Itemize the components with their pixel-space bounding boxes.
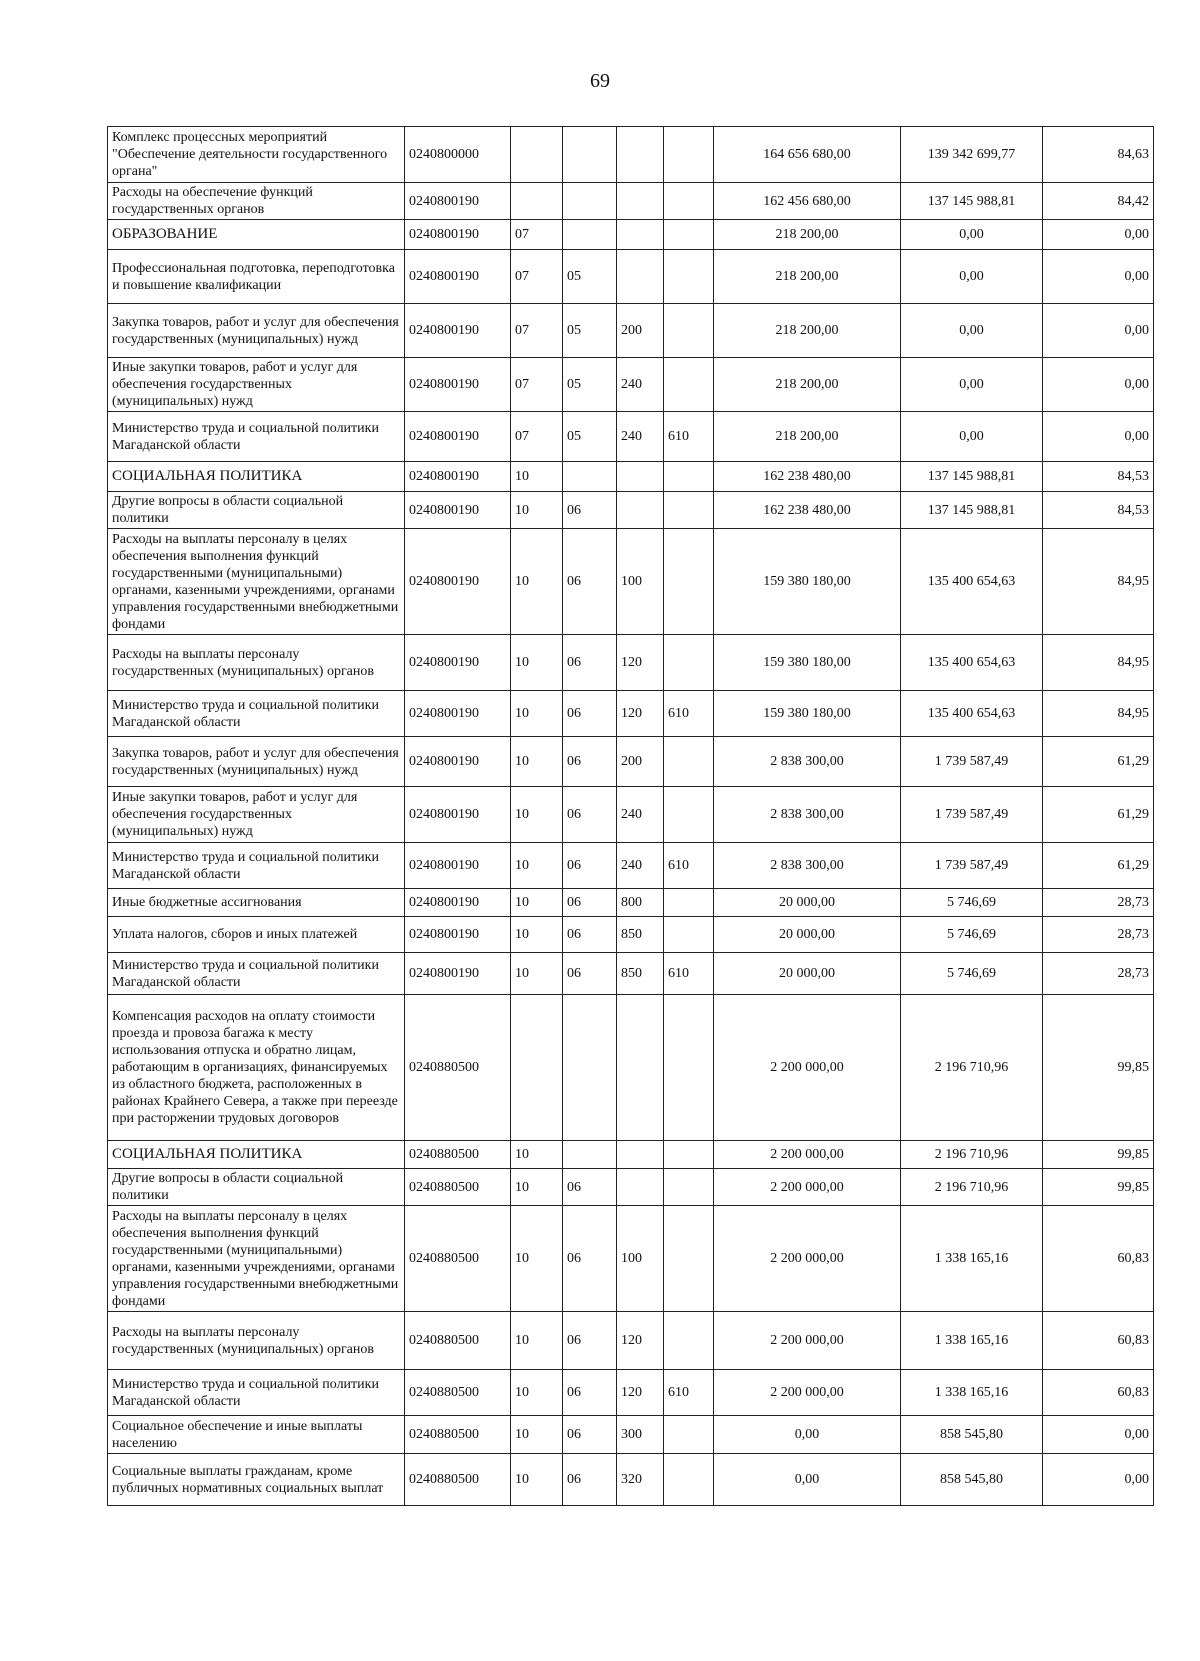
actual-amount: 135 400 654,63 <box>901 635 1043 691</box>
grbs-code: 610 <box>664 843 714 889</box>
expense-type-code: 300 <box>617 1416 664 1454</box>
expense-type-code: 240 <box>617 843 664 889</box>
subsection-code: 06 <box>563 737 617 787</box>
section-code: 07 <box>511 358 563 412</box>
actual-amount: 2 196 710,96 <box>901 1141 1043 1169</box>
planned-amount: 218 200,00 <box>714 220 901 250</box>
expense-type-code <box>617 127 664 183</box>
row-name: Закупка товаров, работ и услуг для обеспечения государственных (муниципальных) нужд <box>108 737 405 787</box>
row-name: Расходы на выплаты персоналу государственных (муниципальных) органов <box>108 1312 405 1370</box>
target-code: 0240800190 <box>405 220 511 250</box>
section-code: 07 <box>511 220 563 250</box>
table-row <box>108 1416 1154 1454</box>
grbs-code <box>664 358 714 412</box>
target-code: 0240800190 <box>405 492 511 529</box>
actual-amount: 1 739 587,49 <box>901 737 1043 787</box>
actual-amount: 135 400 654,63 <box>901 529 1043 635</box>
row-name: Расходы на обеспечение функций государственных органов <box>108 183 405 220</box>
actual-amount: 137 145 988,81 <box>901 462 1043 492</box>
table-row <box>108 953 1154 995</box>
target-code: 0240800000 <box>405 127 511 183</box>
grbs-code <box>664 889 714 917</box>
planned-amount: 2 200 000,00 <box>714 1312 901 1370</box>
execution-percent: 84,42 <box>1043 183 1154 220</box>
row-name: Министерство труда и социальной политики Магаданской области <box>108 691 405 737</box>
expense-type-code: 850 <box>617 953 664 995</box>
section-code: 10 <box>511 1416 563 1454</box>
grbs-code <box>664 635 714 691</box>
actual-amount: 0,00 <box>901 304 1043 358</box>
target-code: 0240800190 <box>405 412 511 462</box>
target-code: 0240800190 <box>405 737 511 787</box>
subsection-code <box>563 183 617 220</box>
section-code: 07 <box>511 412 563 462</box>
subsection-code: 06 <box>563 953 617 995</box>
table-row <box>108 843 1154 889</box>
table-row <box>108 737 1154 787</box>
row-name: Социальные выплаты гражданам, кроме публичных нормативных социальных выплат <box>108 1454 405 1506</box>
row-name: ОБРАЗОВАНИЕ <box>108 220 405 250</box>
section-code: 10 <box>511 462 563 492</box>
actual-amount: 137 145 988,81 <box>901 492 1043 529</box>
subsection-code: 06 <box>563 1370 617 1416</box>
table-row <box>108 127 1154 183</box>
execution-percent: 84,53 <box>1043 462 1154 492</box>
execution-percent: 99,85 <box>1043 1141 1154 1169</box>
table-row <box>108 1370 1154 1416</box>
execution-percent: 84,53 <box>1043 492 1154 529</box>
target-code: 0240800190 <box>405 358 511 412</box>
row-name: Расходы на выплаты персоналу государственных (муниципальных) органов <box>108 635 405 691</box>
expense-type-code: 100 <box>617 529 664 635</box>
row-name: Министерство труда и социальной политики Магаданской области <box>108 412 405 462</box>
subsection-code <box>563 220 617 250</box>
grbs-code <box>664 183 714 220</box>
expense-type-code: 200 <box>617 304 664 358</box>
execution-percent: 0,00 <box>1043 304 1154 358</box>
grbs-code <box>664 737 714 787</box>
planned-amount: 162 456 680,00 <box>714 183 901 220</box>
section-code: 10 <box>511 492 563 529</box>
table-row <box>108 787 1154 843</box>
section-code: 10 <box>511 917 563 953</box>
target-code: 0240880500 <box>405 1416 511 1454</box>
section-code: 10 <box>511 1169 563 1206</box>
expense-type-code <box>617 1169 664 1206</box>
execution-percent: 99,85 <box>1043 995 1154 1141</box>
grbs-code: 610 <box>664 691 714 737</box>
table-row <box>108 462 1154 492</box>
expense-type-code <box>617 220 664 250</box>
grbs-code <box>664 529 714 635</box>
grbs-code <box>664 250 714 304</box>
subsection-code: 05 <box>563 250 617 304</box>
actual-amount: 1 739 587,49 <box>901 843 1043 889</box>
section-code <box>511 995 563 1141</box>
grbs-code <box>664 462 714 492</box>
actual-amount: 1 338 165,16 <box>901 1206 1043 1312</box>
row-name: Министерство труда и социальной политики Магаданской области <box>108 953 405 995</box>
section-code: 10 <box>511 1454 563 1506</box>
table-row <box>108 635 1154 691</box>
subsection-code: 06 <box>563 492 617 529</box>
actual-amount: 5 746,69 <box>901 917 1043 953</box>
planned-amount: 218 200,00 <box>714 412 901 462</box>
table-row <box>108 220 1154 250</box>
subsection-code <box>563 995 617 1141</box>
execution-percent: 60,83 <box>1043 1370 1154 1416</box>
actual-amount: 0,00 <box>901 358 1043 412</box>
row-name: СОЦИАЛЬНАЯ ПОЛИТИКА <box>108 462 405 492</box>
table-body <box>108 127 1154 1506</box>
section-code: 10 <box>511 1141 563 1169</box>
expense-type-code: 240 <box>617 412 664 462</box>
table-row <box>108 1312 1154 1370</box>
execution-percent: 84,95 <box>1043 529 1154 635</box>
expense-type-code <box>617 183 664 220</box>
grbs-code <box>664 304 714 358</box>
table-row <box>108 358 1154 412</box>
target-code: 0240800190 <box>405 953 511 995</box>
table-row <box>108 889 1154 917</box>
row-name: Расходы на выплаты персоналу в целях обеспечения выполнения функций государственными (муниципальными) органами, казенными учреждениями, органами управления государственными внебюджетными фондами <box>108 1206 405 1312</box>
planned-amount: 218 200,00 <box>714 358 901 412</box>
grbs-code <box>664 1454 714 1506</box>
section-code: 10 <box>511 1206 563 1312</box>
planned-amount: 162 238 480,00 <box>714 492 901 529</box>
grbs-code <box>664 1312 714 1370</box>
target-code: 0240800190 <box>405 691 511 737</box>
section-code: 10 <box>511 843 563 889</box>
execution-percent: 84,63 <box>1043 127 1154 183</box>
row-name: Министерство труда и социальной политики Магаданской области <box>108 843 405 889</box>
target-code: 0240800190 <box>405 635 511 691</box>
row-name: СОЦИАЛЬНАЯ ПОЛИТИКА <box>108 1141 405 1169</box>
expense-type-code: 320 <box>617 1454 664 1506</box>
grbs-code <box>664 787 714 843</box>
actual-amount: 858 545,80 <box>901 1454 1043 1506</box>
expense-type-code: 120 <box>617 1370 664 1416</box>
execution-percent: 60,83 <box>1043 1206 1154 1312</box>
table-row <box>108 995 1154 1141</box>
actual-amount: 2 196 710,96 <box>901 1169 1043 1206</box>
subsection-code: 06 <box>563 917 617 953</box>
section-code <box>511 127 563 183</box>
actual-amount: 0,00 <box>901 250 1043 304</box>
expense-type-code <box>617 1141 664 1169</box>
subsection-code: 06 <box>563 843 617 889</box>
subsection-code: 06 <box>563 1416 617 1454</box>
page-number: 69 <box>590 70 610 92</box>
target-code: 0240800190 <box>405 304 511 358</box>
table-row <box>108 304 1154 358</box>
planned-amount: 2 200 000,00 <box>714 1370 901 1416</box>
subsection-code: 06 <box>563 691 617 737</box>
grbs-code <box>664 995 714 1141</box>
table-row <box>108 492 1154 529</box>
expense-type-code: 800 <box>617 889 664 917</box>
planned-amount: 159 380 180,00 <box>714 691 901 737</box>
expense-type-code: 200 <box>617 737 664 787</box>
subsection-code: 06 <box>563 1454 617 1506</box>
planned-amount: 164 656 680,00 <box>714 127 901 183</box>
subsection-code: 06 <box>563 889 617 917</box>
table-row <box>108 1141 1154 1169</box>
subsection-code <box>563 127 617 183</box>
expense-type-code: 100 <box>617 1206 664 1312</box>
grbs-code <box>664 1141 714 1169</box>
table-row <box>108 917 1154 953</box>
target-code: 0240880500 <box>405 1206 511 1312</box>
section-code: 10 <box>511 787 563 843</box>
grbs-code <box>664 492 714 529</box>
execution-percent: 61,29 <box>1043 843 1154 889</box>
section-code: 10 <box>511 1312 563 1370</box>
subsection-code <box>563 462 617 492</box>
subsection-code: 06 <box>563 787 617 843</box>
planned-amount: 218 200,00 <box>714 304 901 358</box>
execution-percent: 0,00 <box>1043 220 1154 250</box>
table-row <box>108 1454 1154 1506</box>
expense-type-code: 240 <box>617 787 664 843</box>
subsection-code: 05 <box>563 412 617 462</box>
row-name: Иные закупки товаров, работ и услуг для обеспечения государственных (муниципальных) нужд <box>108 358 405 412</box>
grbs-code <box>664 1169 714 1206</box>
actual-amount: 1 739 587,49 <box>901 787 1043 843</box>
execution-percent: 0,00 <box>1043 358 1154 412</box>
row-name: Социальное обеспечение и иные выплаты населению <box>108 1416 405 1454</box>
target-code: 0240800190 <box>405 843 511 889</box>
actual-amount: 1 338 165,16 <box>901 1312 1043 1370</box>
planned-amount: 2 200 000,00 <box>714 1169 901 1206</box>
table-row <box>108 529 1154 635</box>
execution-percent: 99,85 <box>1043 1169 1154 1206</box>
target-code: 0240880500 <box>405 1141 511 1169</box>
section-code: 10 <box>511 889 563 917</box>
execution-percent: 0,00 <box>1043 250 1154 304</box>
section-code: 10 <box>511 737 563 787</box>
subsection-code: 06 <box>563 1206 617 1312</box>
execution-percent: 0,00 <box>1043 1416 1154 1454</box>
row-name: Расходы на выплаты персоналу в целях обеспечения выполнения функций государственными (муниципальными) органами, казенными учреждениями, органами управления государственными внебюджетными фондами <box>108 529 405 635</box>
target-code: 0240800190 <box>405 917 511 953</box>
subsection-code: 06 <box>563 1312 617 1370</box>
planned-amount: 2 200 000,00 <box>714 995 901 1141</box>
planned-amount: 0,00 <box>714 1454 901 1506</box>
actual-amount: 137 145 988,81 <box>901 183 1043 220</box>
expense-type-code: 850 <box>617 917 664 953</box>
planned-amount: 159 380 180,00 <box>714 529 901 635</box>
planned-amount: 2 838 300,00 <box>714 843 901 889</box>
target-code: 0240880500 <box>405 1370 511 1416</box>
actual-amount: 0,00 <box>901 412 1043 462</box>
section-code: 10 <box>511 1370 563 1416</box>
budget-table <box>107 126 1154 1506</box>
actual-amount: 5 746,69 <box>901 889 1043 917</box>
execution-percent: 28,73 <box>1043 953 1154 995</box>
table-row <box>108 412 1154 462</box>
actual-amount: 858 545,80 <box>901 1416 1043 1454</box>
expense-type-code: 120 <box>617 1312 664 1370</box>
actual-amount: 2 196 710,96 <box>901 995 1043 1141</box>
row-name: Комплекс процессных мероприятий "Обеспечение деятельности государственного органа" <box>108 127 405 183</box>
subsection-code: 05 <box>563 358 617 412</box>
execution-percent: 61,29 <box>1043 787 1154 843</box>
execution-percent: 60,83 <box>1043 1312 1154 1370</box>
row-name: Профессиональная подготовка, переподготовка и повышение квалификации <box>108 250 405 304</box>
table-row <box>108 183 1154 220</box>
row-name: Закупка товаров, работ и услуг для обеспечения государственных (муниципальных) нужд <box>108 304 405 358</box>
planned-amount: 0,00 <box>714 1416 901 1454</box>
subsection-code: 06 <box>563 635 617 691</box>
planned-amount: 20 000,00 <box>714 917 901 953</box>
target-code: 0240880500 <box>405 1169 511 1206</box>
expense-type-code: 240 <box>617 358 664 412</box>
grbs-code <box>664 1206 714 1312</box>
target-code: 0240880500 <box>405 995 511 1141</box>
planned-amount: 20 000,00 <box>714 953 901 995</box>
actual-amount: 0,00 <box>901 220 1043 250</box>
target-code: 0240800190 <box>405 462 511 492</box>
grbs-code <box>664 127 714 183</box>
subsection-code: 06 <box>563 1169 617 1206</box>
table-row <box>108 250 1154 304</box>
planned-amount: 2 200 000,00 <box>714 1141 901 1169</box>
target-code: 0240880500 <box>405 1454 511 1506</box>
section-code: 07 <box>511 304 563 358</box>
grbs-code: 610 <box>664 412 714 462</box>
grbs-code <box>664 220 714 250</box>
expense-type-code <box>617 492 664 529</box>
grbs-code: 610 <box>664 953 714 995</box>
expense-type-code <box>617 995 664 1141</box>
target-code: 0240800190 <box>405 787 511 843</box>
target-code: 0240880500 <box>405 1312 511 1370</box>
row-name: Уплата налогов, сборов и иных платежей <box>108 917 405 953</box>
execution-percent: 0,00 <box>1043 412 1154 462</box>
row-name: Иные бюджетные ассигнования <box>108 889 405 917</box>
planned-amount: 159 380 180,00 <box>714 635 901 691</box>
target-code: 0240800190 <box>405 183 511 220</box>
planned-amount: 218 200,00 <box>714 250 901 304</box>
planned-amount: 2 200 000,00 <box>714 1206 901 1312</box>
table-row <box>108 1169 1154 1206</box>
target-code: 0240800190 <box>405 250 511 304</box>
execution-percent: 61,29 <box>1043 737 1154 787</box>
row-name: Иные закупки товаров, работ и услуг для обеспечения государственных (муниципальных) нужд <box>108 787 405 843</box>
grbs-code <box>664 917 714 953</box>
expense-type-code: 120 <box>617 691 664 737</box>
target-code: 0240800190 <box>405 889 511 917</box>
section-code <box>511 183 563 220</box>
row-name: Министерство труда и социальной политики Магаданской области <box>108 1370 405 1416</box>
row-name: Компенсация расходов на оплату стоимости проезда и провоза багажа к месту использования отпуска и обратно лицам, работающим в организациях, финансируемых из областного бюджета, расположенных в районах Крайнего Севера, а также при переезде при расторжении трудовых договоров <box>108 995 405 1141</box>
subsection-code <box>563 1141 617 1169</box>
expense-type-code <box>617 250 664 304</box>
actual-amount: 135 400 654,63 <box>901 691 1043 737</box>
execution-percent: 84,95 <box>1043 635 1154 691</box>
planned-amount: 2 838 300,00 <box>714 737 901 787</box>
execution-percent: 0,00 <box>1043 1454 1154 1506</box>
actual-amount: 5 746,69 <box>901 953 1043 995</box>
row-name: Другие вопросы в области социальной политики <box>108 1169 405 1206</box>
section-code: 10 <box>511 635 563 691</box>
row-name: Другие вопросы в области социальной политики <box>108 492 405 529</box>
grbs-code <box>664 1416 714 1454</box>
planned-amount: 2 838 300,00 <box>714 787 901 843</box>
actual-amount: 139 342 699,77 <box>901 127 1043 183</box>
execution-percent: 28,73 <box>1043 889 1154 917</box>
table-row <box>108 691 1154 737</box>
section-code: 10 <box>511 529 563 635</box>
section-code: 10 <box>511 691 563 737</box>
expense-type-code: 120 <box>617 635 664 691</box>
expense-type-code <box>617 462 664 492</box>
subsection-code: 05 <box>563 304 617 358</box>
grbs-code: 610 <box>664 1370 714 1416</box>
actual-amount: 1 338 165,16 <box>901 1370 1043 1416</box>
section-code: 10 <box>511 953 563 995</box>
execution-percent: 28,73 <box>1043 917 1154 953</box>
execution-percent: 84,95 <box>1043 691 1154 737</box>
planned-amount: 162 238 480,00 <box>714 462 901 492</box>
target-code: 0240800190 <box>405 529 511 635</box>
section-code: 07 <box>511 250 563 304</box>
table-row <box>108 1206 1154 1312</box>
subsection-code: 06 <box>563 529 617 635</box>
planned-amount: 20 000,00 <box>714 889 901 917</box>
